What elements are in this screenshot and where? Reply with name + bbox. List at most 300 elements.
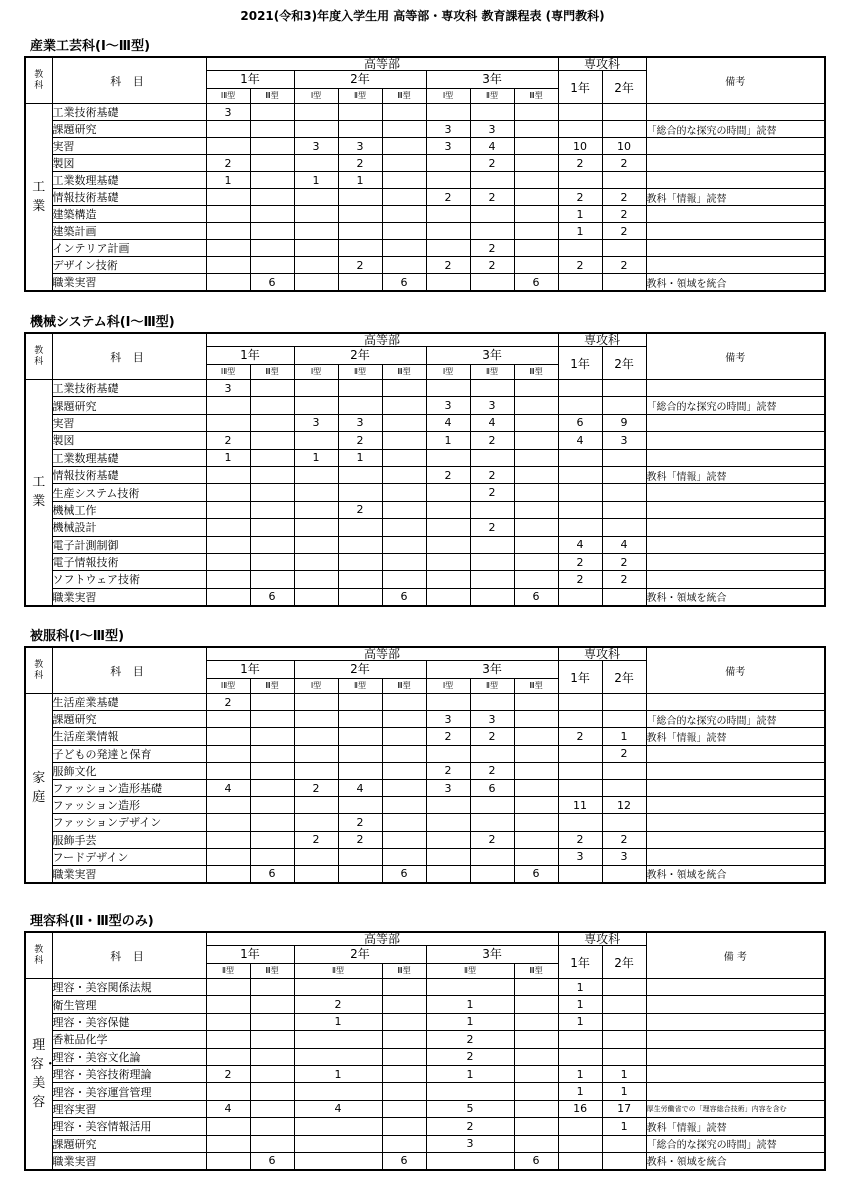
senko-credit-cell — [558, 711, 602, 728]
table-row — [25, 240, 825, 257]
credit-cell — [382, 814, 426, 831]
credit-cell — [206, 979, 250, 996]
credit-cell: 2 — [338, 814, 382, 831]
credit-cell — [206, 797, 250, 814]
remark-cell — [646, 1013, 825, 1030]
subject-name: 職業実習 — [52, 274, 206, 292]
credit-cell: 3 — [426, 138, 470, 155]
table-row — [25, 206, 825, 223]
header-year: 2年 — [294, 661, 426, 679]
senko-credit-cell — [558, 762, 602, 779]
credit-cell — [294, 432, 338, 449]
credit-cell: 4 — [470, 138, 514, 155]
credit-cell — [514, 814, 558, 831]
subject-name: 機械工作 — [52, 501, 206, 518]
table-row — [25, 865, 825, 883]
credit-cell — [426, 865, 470, 883]
credit-cell: 4 — [294, 1100, 382, 1117]
credit-cell: 2 — [470, 728, 514, 745]
credit-cell — [294, 1135, 382, 1152]
subject-name: 理容・美容文化論 — [52, 1048, 206, 1065]
senko-credit-cell — [602, 588, 646, 606]
credit-cell — [338, 206, 382, 223]
header-type: Ⅲ型 — [382, 365, 426, 380]
curriculum-table — [24, 56, 826, 292]
credit-cell — [426, 501, 470, 518]
credit-cell — [250, 501, 294, 518]
credit-cell: 6 — [250, 865, 294, 883]
subject-name: 課題研究 — [52, 711, 206, 728]
credit-cell: 1 — [294, 172, 338, 189]
senko-credit-cell: 2 — [602, 155, 646, 172]
credit-cell — [250, 223, 294, 240]
remark-cell — [646, 432, 825, 449]
senko-credit-cell: 2 — [602, 257, 646, 274]
credit-cell — [426, 694, 470, 711]
header-year: 3年 — [426, 661, 558, 679]
credit-cell — [250, 848, 294, 865]
header-year: 2年 — [294, 946, 426, 964]
credit-cell: 2 — [426, 1118, 514, 1135]
senko-credit-cell: 2 — [558, 571, 602, 588]
senko-credit-cell: 1 — [558, 1065, 602, 1082]
credit-cell — [470, 848, 514, 865]
senko-credit-cell — [602, 762, 646, 779]
credit-cell — [294, 745, 338, 762]
subject-name: 工業数理基礎 — [52, 172, 206, 189]
credit-cell — [514, 1083, 558, 1100]
remark-cell — [646, 779, 825, 796]
table-row — [25, 571, 825, 588]
credit-cell — [382, 1013, 426, 1030]
subject-name: 生産システム技術 — [52, 484, 206, 501]
credit-cell: 4 — [426, 414, 470, 431]
header-type: ⅠⅡ型 — [206, 679, 250, 694]
credit-cell — [206, 519, 250, 536]
remark-cell — [646, 449, 825, 466]
credit-cell — [206, 745, 250, 762]
credit-cell: 2 — [338, 432, 382, 449]
credit-cell: 2 — [426, 728, 470, 745]
credit-cell — [426, 814, 470, 831]
header-type: ⅠⅡ型 — [206, 89, 250, 104]
credit-cell — [250, 553, 294, 570]
document-title: 2021(令和3)年度入学生用 高等部・専攻科 教育課程表 (専門教科) — [240, 9, 605, 23]
table-row — [25, 274, 825, 292]
senko-credit-cell: 1 — [602, 1083, 646, 1100]
senko-credit-cell: 1 — [558, 1083, 602, 1100]
remark-cell — [646, 571, 825, 588]
header-kyoka: 教 科 — [25, 932, 52, 979]
table-row — [25, 501, 825, 518]
credit-cell — [514, 466, 558, 483]
subject-name: 電子計測制御 — [52, 536, 206, 553]
table-row — [25, 1065, 825, 1082]
credit-cell — [426, 979, 514, 996]
credit-cell — [338, 104, 382, 121]
table-row — [25, 814, 825, 831]
subject-name: 建築構造 — [52, 206, 206, 223]
credit-cell — [382, 1083, 426, 1100]
credit-cell — [426, 155, 470, 172]
credit-cell — [250, 138, 294, 155]
header-senko: 専攻科 — [558, 932, 646, 946]
credit-cell — [514, 694, 558, 711]
remark-cell — [646, 240, 825, 257]
credit-cell — [294, 711, 338, 728]
credit-cell — [250, 571, 294, 588]
senko-credit-cell — [602, 996, 646, 1013]
credit-cell — [514, 996, 558, 1013]
credit-cell: 6 — [250, 274, 294, 292]
credit-cell — [514, 848, 558, 865]
credit-cell — [426, 172, 470, 189]
senko-credit-cell — [602, 397, 646, 414]
senko-credit-cell: 3 — [602, 432, 646, 449]
senko-credit-cell — [602, 240, 646, 257]
credit-cell: 2 — [470, 155, 514, 172]
credit-cell — [426, 571, 470, 588]
header-senko-year: 2年 — [602, 946, 646, 979]
kyoka-label: 工業 — [25, 104, 52, 292]
section-title: 理容科(Ⅱ・Ⅲ型のみ) — [30, 914, 154, 929]
table-row — [25, 223, 825, 240]
credit-cell — [294, 240, 338, 257]
subject-name: ファッションデザイン — [52, 814, 206, 831]
senko-credit-cell: 9 — [602, 414, 646, 431]
remark-cell — [646, 414, 825, 431]
credit-cell — [294, 155, 338, 172]
senko-credit-cell — [558, 745, 602, 762]
credit-cell: 6 — [382, 1152, 426, 1170]
senko-credit-cell: 2 — [558, 155, 602, 172]
credit-cell — [338, 274, 382, 292]
curriculum-table — [24, 646, 826, 884]
credit-cell — [470, 588, 514, 606]
remark-cell — [646, 848, 825, 865]
senko-credit-cell — [602, 380, 646, 397]
credit-cell — [250, 432, 294, 449]
credit-cell — [470, 814, 514, 831]
credit-cell — [514, 484, 558, 501]
senko-credit-cell — [558, 1118, 602, 1135]
credit-cell — [338, 711, 382, 728]
subject-name: 理容・美容技術理論 — [52, 1065, 206, 1082]
credit-cell — [514, 553, 558, 570]
subject-name: 情報技術基礎 — [52, 466, 206, 483]
credit-cell — [250, 831, 294, 848]
credit-cell — [294, 728, 338, 745]
credit-cell — [514, 189, 558, 206]
credit-cell: 2 — [294, 996, 382, 1013]
header-year: 3年 — [426, 347, 558, 365]
table-row — [25, 484, 825, 501]
kyoka-label: 工業 — [25, 380, 52, 606]
credit-cell — [338, 865, 382, 883]
senko-credit-cell — [602, 865, 646, 883]
senko-credit-cell — [558, 1152, 602, 1170]
header-year: 2年 — [294, 347, 426, 365]
credit-cell — [382, 121, 426, 138]
credit-cell: 2 — [470, 762, 514, 779]
remark-cell: 「総合的な探究の時間」読替 — [646, 1135, 825, 1152]
senko-credit-cell — [558, 501, 602, 518]
senko-credit-cell: 2 — [558, 189, 602, 206]
senko-credit-cell — [602, 484, 646, 501]
credit-cell — [206, 553, 250, 570]
credit-cell — [470, 223, 514, 240]
senko-credit-cell: 4 — [558, 536, 602, 553]
credit-cell — [250, 762, 294, 779]
table-row — [25, 138, 825, 155]
credit-cell: 6 — [382, 588, 426, 606]
remark-cell: 厚生労働省での「理容総合技術」内容を含む — [646, 1100, 825, 1117]
credit-cell — [294, 1083, 382, 1100]
credit-cell — [250, 1065, 294, 1082]
subject-name: 香粧品化学 — [52, 1031, 206, 1048]
credit-cell — [382, 553, 426, 570]
subject-name: 理容・美容運営管理 — [52, 1083, 206, 1100]
credit-cell — [206, 121, 250, 138]
credit-cell — [382, 397, 426, 414]
credit-cell — [382, 104, 426, 121]
header-type: Ⅰ型 — [426, 89, 470, 104]
credit-cell — [206, 1031, 250, 1048]
senko-credit-cell — [558, 814, 602, 831]
header-type: Ⅰ型 — [426, 365, 470, 380]
credit-cell — [294, 274, 338, 292]
credit-cell: 2 — [426, 466, 470, 483]
credit-cell: 2 — [426, 762, 470, 779]
header-year: 3年 — [426, 946, 558, 964]
senko-credit-cell: 16 — [558, 1100, 602, 1117]
remark-cell — [646, 257, 825, 274]
header-type: Ⅲ型 — [250, 964, 294, 979]
table-row — [25, 588, 825, 606]
credit-cell — [514, 432, 558, 449]
credit-cell — [382, 831, 426, 848]
credit-cell — [294, 979, 382, 996]
credit-cell — [426, 104, 470, 121]
senko-credit-cell — [602, 814, 646, 831]
credit-cell — [382, 432, 426, 449]
credit-cell — [382, 155, 426, 172]
remark-cell: 教科・領域を統合 — [646, 1152, 825, 1170]
credit-cell — [338, 519, 382, 536]
credit-cell — [338, 588, 382, 606]
header-type: Ⅱ型 — [470, 365, 514, 380]
senko-credit-cell — [602, 519, 646, 536]
credit-cell: 4 — [206, 779, 250, 796]
credit-cell — [294, 814, 338, 831]
table-row — [25, 848, 825, 865]
header-year: 3年 — [426, 71, 558, 89]
credit-cell: 2 — [338, 501, 382, 518]
credit-cell — [514, 449, 558, 466]
credit-cell — [382, 711, 426, 728]
credit-cell — [514, 501, 558, 518]
senko-credit-cell — [558, 172, 602, 189]
credit-cell — [206, 206, 250, 223]
credit-cell — [294, 519, 338, 536]
credit-cell — [514, 1100, 558, 1117]
senko-credit-cell — [602, 1048, 646, 1065]
credit-cell — [514, 1031, 558, 1048]
subject-name: 職業実習 — [52, 588, 206, 606]
credit-cell — [338, 380, 382, 397]
senko-credit-cell — [558, 104, 602, 121]
credit-cell — [470, 536, 514, 553]
table-row — [25, 414, 825, 431]
header-type: Ⅱ型 — [206, 964, 250, 979]
table-row — [25, 711, 825, 728]
senko-credit-cell — [602, 711, 646, 728]
senko-credit-cell: 2 — [602, 571, 646, 588]
credit-cell — [470, 380, 514, 397]
table-row — [25, 380, 825, 397]
subject-name: ソフトウェア技術 — [52, 571, 206, 588]
credit-cell — [250, 814, 294, 831]
credit-cell — [514, 831, 558, 848]
remark-cell — [646, 745, 825, 762]
subject-name: 機械設計 — [52, 519, 206, 536]
subject-name: 理容実習 — [52, 1100, 206, 1117]
credit-cell: 1 — [206, 449, 250, 466]
remark-cell: 教科「情報」読替 — [646, 189, 825, 206]
credit-cell — [250, 1118, 294, 1135]
table-row — [25, 397, 825, 414]
credit-cell: 1 — [426, 1013, 514, 1030]
senko-credit-cell: 2 — [602, 745, 646, 762]
senko-credit-cell: 1 — [558, 979, 602, 996]
header-kyoka: 教 科 — [25, 57, 52, 104]
senko-credit-cell — [558, 449, 602, 466]
senko-credit-cell — [602, 449, 646, 466]
subject-name: 工業技術基礎 — [52, 104, 206, 121]
senko-credit-cell — [558, 397, 602, 414]
senko-credit-cell — [602, 779, 646, 796]
credit-cell — [514, 762, 558, 779]
credit-cell — [250, 996, 294, 1013]
subject-name: ファッション造形 — [52, 797, 206, 814]
credit-cell — [206, 1083, 250, 1100]
header-type: Ⅱ型 — [338, 89, 382, 104]
header-type: Ⅲ型 — [514, 679, 558, 694]
credit-cell — [470, 571, 514, 588]
credit-cell — [250, 414, 294, 431]
credit-cell — [382, 189, 426, 206]
header-type: Ⅲ型 — [250, 89, 294, 104]
senko-credit-cell: 2 — [558, 831, 602, 848]
remark-cell — [646, 1083, 825, 1100]
credit-cell — [294, 206, 338, 223]
credit-cell: 2 — [470, 257, 514, 274]
header-senko-year: 1年 — [558, 347, 602, 380]
remark-cell: 教科「情報」読替 — [646, 1118, 825, 1135]
credit-cell — [382, 797, 426, 814]
senko-credit-cell — [602, 1135, 646, 1152]
credit-cell — [294, 1048, 382, 1065]
senko-credit-cell — [602, 501, 646, 518]
remark-cell — [646, 1031, 825, 1048]
credit-cell — [514, 257, 558, 274]
credit-cell: 2 — [426, 1031, 514, 1048]
credit-cell: 6 — [470, 779, 514, 796]
table-row — [25, 189, 825, 206]
credit-cell: 1 — [206, 172, 250, 189]
remark-cell — [646, 814, 825, 831]
credit-cell: 2 — [206, 1065, 250, 1082]
subject-name: 製図 — [52, 432, 206, 449]
subject-name: 工業技術基礎 — [52, 380, 206, 397]
senko-credit-cell: 12 — [602, 797, 646, 814]
senko-credit-cell — [602, 121, 646, 138]
senko-credit-cell — [558, 240, 602, 257]
credit-cell — [206, 865, 250, 883]
credit-cell — [382, 1118, 426, 1135]
credit-cell — [250, 1031, 294, 1048]
curriculum-section — [24, 913, 826, 1171]
credit-cell — [206, 1118, 250, 1135]
subject-name: フードデザイン — [52, 848, 206, 865]
credit-cell — [294, 1118, 382, 1135]
senko-credit-cell: 1 — [558, 223, 602, 240]
header-senko: 専攻科 — [558, 333, 646, 347]
credit-cell: 3 — [294, 414, 338, 431]
senko-credit-cell: 2 — [558, 728, 602, 745]
credit-cell — [206, 189, 250, 206]
senko-credit-cell: 2 — [602, 553, 646, 570]
credit-cell: 1 — [294, 1013, 382, 1030]
credit-cell — [426, 536, 470, 553]
header-type: Ⅲ型 — [514, 89, 558, 104]
remark-cell: 教科「情報」読替 — [646, 728, 825, 745]
header-year: 1年 — [206, 661, 294, 679]
senko-credit-cell: 2 — [602, 223, 646, 240]
credit-cell — [206, 138, 250, 155]
table-row — [25, 979, 825, 996]
credit-cell — [470, 274, 514, 292]
credit-cell — [382, 449, 426, 466]
table-row — [25, 728, 825, 745]
subject-name: 課題研究 — [52, 1135, 206, 1152]
table-row — [25, 553, 825, 570]
remark-cell — [646, 1048, 825, 1065]
senko-credit-cell — [602, 274, 646, 292]
remark-cell: 教科・領域を統合 — [646, 274, 825, 292]
table-row — [25, 797, 825, 814]
credit-cell — [206, 711, 250, 728]
credit-cell — [206, 814, 250, 831]
remark-cell — [646, 104, 825, 121]
credit-cell: 2 — [206, 155, 250, 172]
table-row — [25, 1048, 825, 1065]
senko-credit-cell — [602, 1031, 646, 1048]
credit-cell — [470, 449, 514, 466]
credit-cell — [250, 1013, 294, 1030]
credit-cell — [382, 1100, 426, 1117]
credit-cell — [514, 223, 558, 240]
credit-cell — [470, 206, 514, 223]
header-senko-year: 1年 — [558, 946, 602, 979]
header-koto: 高等部 — [206, 57, 558, 71]
credit-cell — [338, 848, 382, 865]
credit-cell: 3 — [470, 397, 514, 414]
credit-cell — [426, 206, 470, 223]
curriculum-section — [24, 38, 826, 292]
credit-cell — [382, 762, 426, 779]
credit-cell: 3 — [426, 711, 470, 728]
